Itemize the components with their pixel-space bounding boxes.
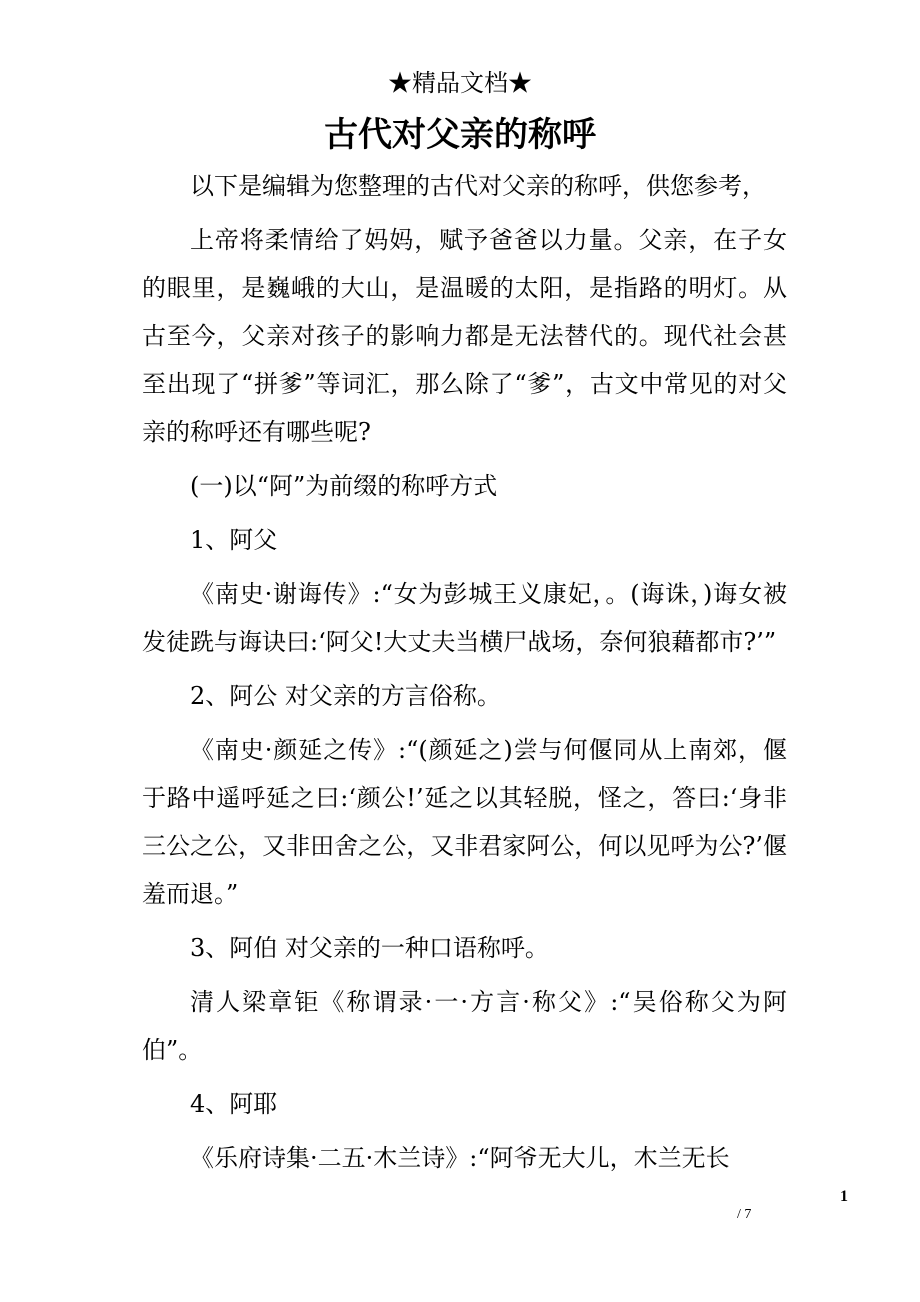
document-body: [142, 162, 787, 1188]
document-title: 古代对父亲的称呼: [324, 115, 596, 155]
item-heading: 4、阿耶: [190, 1090, 278, 1118]
item-quote: 《南史·谢诲传》:“女为彭城王义康妃，。(诲诛，)诲女被发徒跣与诲诀曰:‘阿父!大丈夫当横尸战场，奈何狼藉都市?’”: [142, 580, 787, 656]
item-heading: 1、阿父: [190, 526, 278, 554]
item-quote: 《乐府诗集·二五·木兰诗》:“阿爷无大儿，木兰无长: [190, 1144, 730, 1172]
item-heading: 2、阿公 对父亲的方言俗称。: [190, 682, 501, 710]
page-total: / 7: [737, 1207, 752, 1222]
paragraph-opening: 上帝将柔情给了妈妈，赋予爸爸以力量。父亲，在子女的眼里，是巍峨的大山，是温暖的太阳，是指路的明灯。从古至今，父亲对孩子的影响力都是无法替代的。现代社会甚至出现了“拼爹”等词汇，那么除了“爹”，古文中常见的对父亲的称呼还有哪些呢?: [142, 226, 787, 446]
document-header: ★精品文档★: [388, 69, 532, 97]
item-quote: 清人梁章钜《称谓录·一·方言·称父》:“吴俗称父为阿伯”。: [142, 988, 787, 1064]
item-heading: 3、阿伯 对父亲的一种口语称呼。: [190, 934, 549, 962]
item-quote: 《南史·颜延之传》:“(颜延之)尝与何偃同从上南郊，偃于路中遥呼延之曰:‘颜公!’延之以其轻脱，怪之，答曰:‘身非三公之公，又非田舍之公，又非君家阿公，何以见呼为公?’偃羞而退。”: [142, 736, 787, 908]
section-heading: (一)以“阿”为前缀的称呼方式: [190, 472, 498, 500]
page-number: 1: [840, 1188, 848, 1205]
paragraph-intro: 以下是编辑为您整理的古代对父亲的称呼，供您参考，: [190, 172, 766, 200]
